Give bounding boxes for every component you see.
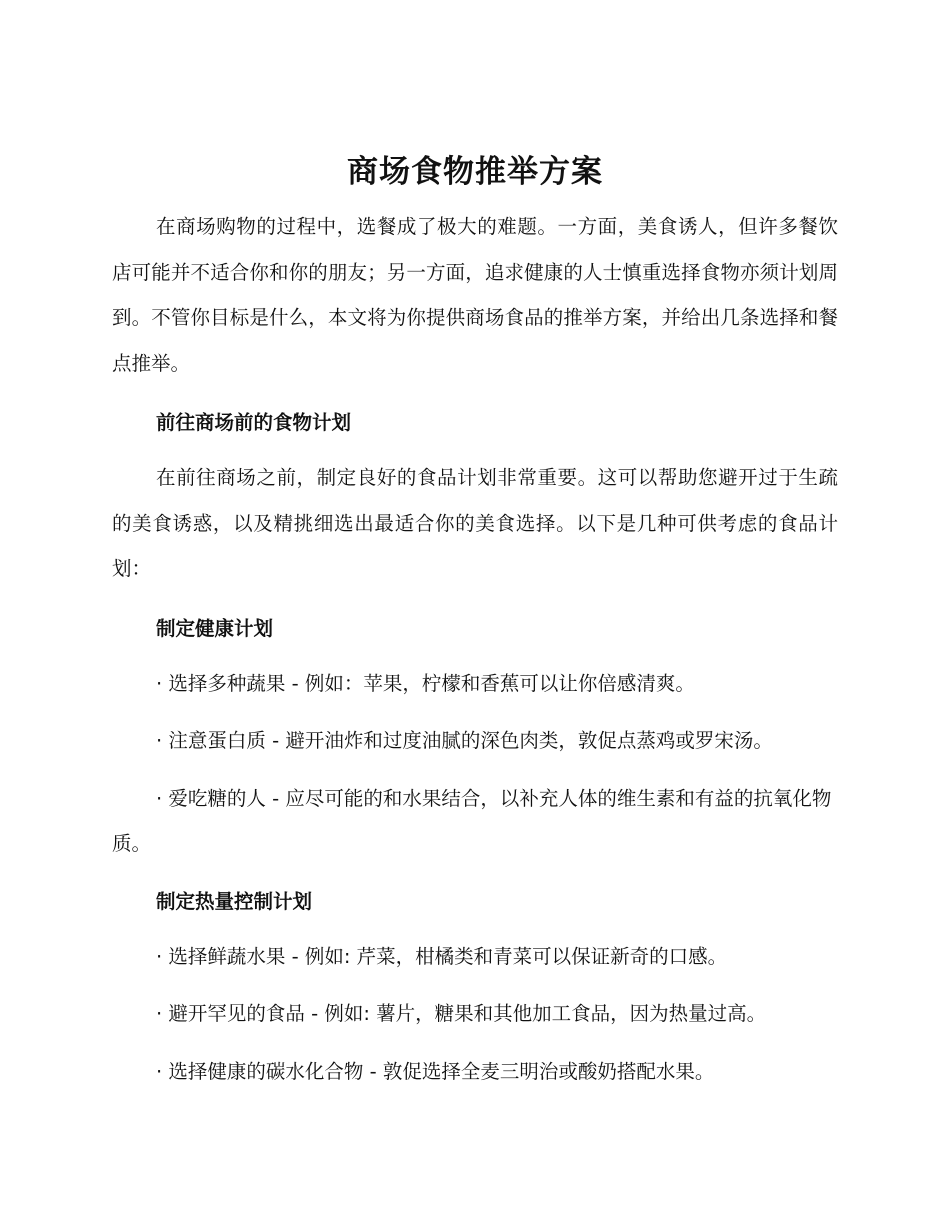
calorie-plan-item: · 选择健康的碳水化合物 - 敦促选择全麦三明治或酸奶搭配水果。 [156,1059,715,1083]
health-plan-item: · 选择多种蔬果 - 例如：苹果，柠檬和香蕉可以让你倍感清爽。 [156,671,695,695]
document-title: 商场食物推举方案 [347,154,603,190]
intro-paragraph: 在商场购物的过程中，选餐成了极大的难题。一方面，美食诱人，但许多餐饮店可能并不适合你和你的朋友；另一方面，追求健康的人士慎重选择食物亦须计划周到。不管你目标是什么，本文将为你提供商场食品的推举方案，并给出几条选择和餐点推举。 [112,215,838,375]
section-heading-pre-mall-plan: 前往商场前的食物计划 [156,411,352,434]
calorie-plan-item: · 避开罕见的食品 - 例如: 薯片，糖果和其他加工食品，因为热量过高。 [156,1002,767,1025]
health-plan-item: · 爱吃糖的人 - 应尽可能的和水果结合，以补充人体的维生素和有益的抗氧化物质。 [112,786,832,855]
section-heading-calorie-plan: 制定热量控制计划 [156,889,313,913]
health-plan-item: · 注意蛋白质 - 避开油炸和过度油腻的深色肉类，敦促点蒸鸡或罗宋汤。 [156,729,773,752]
calorie-plan-item: · 选择鲜蔬水果 - 例如: 芹菜，柑橘类和青菜可以保证新奇的口感。 [156,944,728,968]
pre-mall-plan-paragraph: 在前往商场之前，制定良好的食品计划非常重要。这可以帮助您避开过于生疏的美食诱惑，以及精挑细选出最适合你的美食选择。以下是几种可供考虑的食品计划： [112,466,838,580]
section-heading-health-plan: 制定健康计划 [156,616,274,640]
